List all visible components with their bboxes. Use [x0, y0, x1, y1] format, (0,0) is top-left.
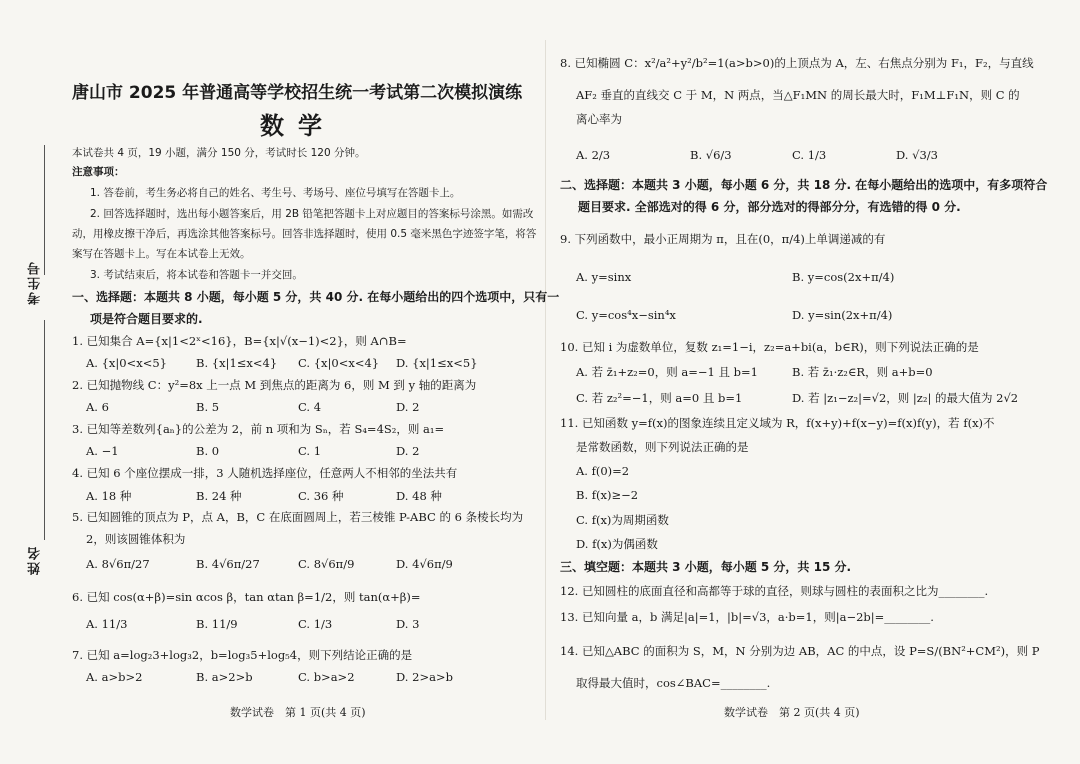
q2-option-d: D. 2	[396, 400, 420, 414]
subject-title: 数学	[260, 112, 336, 140]
q3-option-a: A. −1	[86, 444, 119, 458]
q3-option-b: B. 0	[196, 444, 220, 458]
exam-no-label: 考生号	[28, 260, 43, 305]
q8-stem-cont2: 离心率为	[576, 112, 622, 126]
q10-option-c: C. 若 z₂²=−1，则 a=0 且 b=1	[576, 391, 743, 405]
q3-option-d: D. 2	[396, 444, 420, 458]
page-divider	[545, 40, 546, 720]
q3-stem: 3. 已知等差数列{aₙ}的公差为 2，前 n 项和为 Sₙ，若 S₄=4S₂，则 a₁=	[72, 422, 445, 436]
q10-option-b: B. 若 z̄₁·z₂∈R，则 a+b=0	[792, 365, 933, 379]
q6-option-b: B. 11/9	[196, 617, 238, 631]
q9-option-a: A. y=sinx	[576, 270, 632, 284]
q9-stem: 9. 下列函数中，最小正周期为 π，且在(0，π/4)上单调递减的有	[560, 232, 886, 246]
footer-page-2: 数学试卷 第 2 页(共 4 页)	[724, 706, 860, 719]
q5-stem: 5. 已知圆锥的顶点为 P，点 A，B，C 在底面圆周上，若三棱锥 P-ABC 的 6 条棱长均为	[72, 510, 524, 524]
notice-2a: 2. 回答选择题时，选出每小题答案后，用 2B 铅笔把答题卡上对应题目的答案标号涂黑。如需改	[90, 208, 534, 220]
q11-option-c: C. f(x)为周期函数	[576, 513, 669, 527]
section-2-heading-cont: 题目要求. 全部选对的得 6 分，部分选对的得部分分，有选错的得 0 分.	[578, 200, 961, 214]
q10-stem: 10. 已知 i 为虚数单位，复数 z₁=1−i，z₂=a+bi(a，b∈R)，则下列说法正确的是	[560, 340, 979, 354]
q8-option-d: D. √3/3	[896, 148, 938, 162]
q6-option-a: A. 11/3	[86, 617, 128, 631]
q1-stem: 1. 已知集合 A={x|1<2ˣ<16}，B={x|√(x−1)<2}，则 A∩B=	[72, 334, 407, 348]
q8-option-b: B. √6/3	[690, 148, 732, 162]
q7-option-b: B. a>2>b	[196, 670, 253, 684]
q5-option-b: B. 4√6π/27	[196, 557, 260, 571]
q14-stem-cont: 取得最大值时，cos∠BAC=________.	[576, 676, 771, 690]
q5-stem-cont: 2，则该圆锥体积为	[86, 532, 186, 546]
q1-option-b: B. {x|1≤x<4}	[196, 356, 278, 370]
q11-option-b: B. f(x)≥−2	[576, 488, 639, 502]
q5-option-a: A. 8√6π/27	[86, 557, 150, 571]
q3-option-c: C. 1	[298, 444, 322, 458]
name-label: 姓名	[28, 545, 43, 575]
q5-option-c: C. 8√6π/9	[298, 557, 355, 571]
q7-stem: 7. 已知 a=log₂3+log₃2，b=log₃5+log₅4，则下列结论正确的是	[72, 648, 413, 662]
q13-stem: 13. 已知向量 a，b 满足|a|=1，|b|=√3，a·b=1，则|a−2b|=________.	[560, 610, 934, 624]
q8-option-a: A. 2/3	[576, 148, 611, 162]
q9-option-d: D. y=sin(2x+π/4)	[792, 308, 893, 322]
q1-option-c: C. {x|0<x<4}	[298, 356, 380, 370]
q2-option-b: B. 5	[196, 400, 220, 414]
section-1-heading: 一、选择题：本题共 8 小题，每小题 5 分，共 40 分. 在每小题给出的四个选项中，只有一	[72, 290, 560, 304]
q7-option-d: D. 2>a>b	[396, 670, 453, 684]
q4-option-d: D. 48 种	[396, 489, 442, 503]
section-2-heading: 二、选择题：本题共 3 小题，每小题 6 分，共 18 分. 在每小题给出的选项中，有多项符合	[560, 178, 1048, 192]
q1-option-a: A. {x|0<x<5}	[86, 356, 167, 370]
q8-option-c: C. 1/3	[792, 148, 827, 162]
q6-option-c: C. 1/3	[298, 617, 333, 631]
notice-1: 1. 答卷前，考生务必将自己的姓名、考生号、考场号、座位号填写在答题卡上。	[90, 187, 461, 199]
q2-stem: 2. 已知抛物线 C：y²=8x 上一点 M 到焦点的距离为 6，则 M 到 y 轴的距离为	[72, 378, 477, 392]
q7-option-c: C. b>a>2	[298, 670, 355, 684]
q6-stem: 6. 已知 cos(α+β)=sin αcos β，tan αtan β=1/2，则 tan(α+β)=	[72, 590, 421, 604]
exam-no-line	[44, 145, 45, 275]
q1-option-d: D. {x|1≤x<5}	[396, 356, 478, 370]
exam-title: 唐山市 2025 年普通高等学校招生统一考试第二次模拟演练	[72, 83, 523, 103]
q11-option-d: D. f(x)为偶函数	[576, 537, 658, 551]
q11-stem: 11. 已知函数 y=f(x)的图象连续且定义域为 R，f(x+y)+f(x−y)=f(x)f(y)，若 f(x)不	[560, 416, 995, 430]
footer-page-1: 数学试卷 第 1 页(共 4 页)	[230, 706, 366, 719]
q6-option-d: D. 3	[396, 617, 420, 631]
notice-2b: 动，用橡皮擦干净后，再选涂其他答案标号。回答非选择题时，使用 0.5 毫米黑色字迹签字笔，将答	[72, 228, 537, 240]
q10-option-d: D. 若 |z₁−z₂|=√2，则 |z₂| 的最大值为 2√2	[792, 391, 1019, 405]
q2-option-a: A. 6	[86, 400, 109, 414]
q4-option-a: A. 18 种	[86, 489, 132, 503]
q12-stem: 12. 已知圆柱的底面直径和高都等于球的直径，则球与圆柱的表面积之比为________.	[560, 584, 989, 598]
exam-info: 本试卷共 4 页，19 小题，满分 150 分，考试时长 120 分钟。	[72, 147, 366, 159]
section-1-heading-cont: 项是符合题目要求的.	[90, 312, 203, 326]
q9-option-b: B. y=cos(2x+π/4)	[792, 270, 895, 284]
q14-stem: 14. 已知△ABC 的面积为 S，M，N 分别为边 AB，AC 的中点，设 P=S/(BN²+CM²)，则 P	[560, 644, 1040, 658]
q11-stem-cont: 是常数函数，则下列说法正确的是	[576, 440, 749, 454]
notice-title: 注意事项：	[72, 166, 125, 178]
section-3-heading: 三、填空题：本题共 3 小题，每小题 5 分，共 15 分.	[560, 560, 852, 574]
q9-option-c: C. y=cos⁴x−sin⁴x	[576, 308, 676, 322]
q5-option-d: D. 4√6π/9	[396, 557, 453, 571]
notice-2c: 案写在答题卡上。写在本试卷上无效。	[72, 248, 251, 260]
q8-stem-cont: AF₂ 垂直的直线交 C 于 M，N 两点，当△F₁MN 的周长最大时，F₁M⊥F₁N，则 C 的	[576, 88, 1020, 102]
q4-stem: 4. 已知 6 个座位摆成一排，3 人随机选择座位，任意两人不相邻的坐法共有	[72, 466, 458, 480]
q8-stem: 8. 已知椭圆 C：x²/a²+y²/b²=1(a>b>0)的上顶点为 A，左、右焦点分别为 F₁，F₂，与直线	[560, 56, 1034, 70]
q4-option-b: B. 24 种	[196, 489, 242, 503]
q2-option-c: C. 4	[298, 400, 322, 414]
q7-option-a: A. a>b>2	[86, 670, 143, 684]
q11-option-a: A. f(0)=2	[576, 464, 630, 478]
binding-margin	[0, 0, 70, 764]
q4-option-c: C. 36 种	[298, 489, 344, 503]
notice-3: 3. 考试结束后，将本试卷和答题卡一并交回。	[90, 269, 303, 281]
q10-option-a: A. 若 z̄₁+z₂=0，则 a=−1 且 b=1	[576, 365, 758, 379]
name-line	[44, 320, 45, 540]
